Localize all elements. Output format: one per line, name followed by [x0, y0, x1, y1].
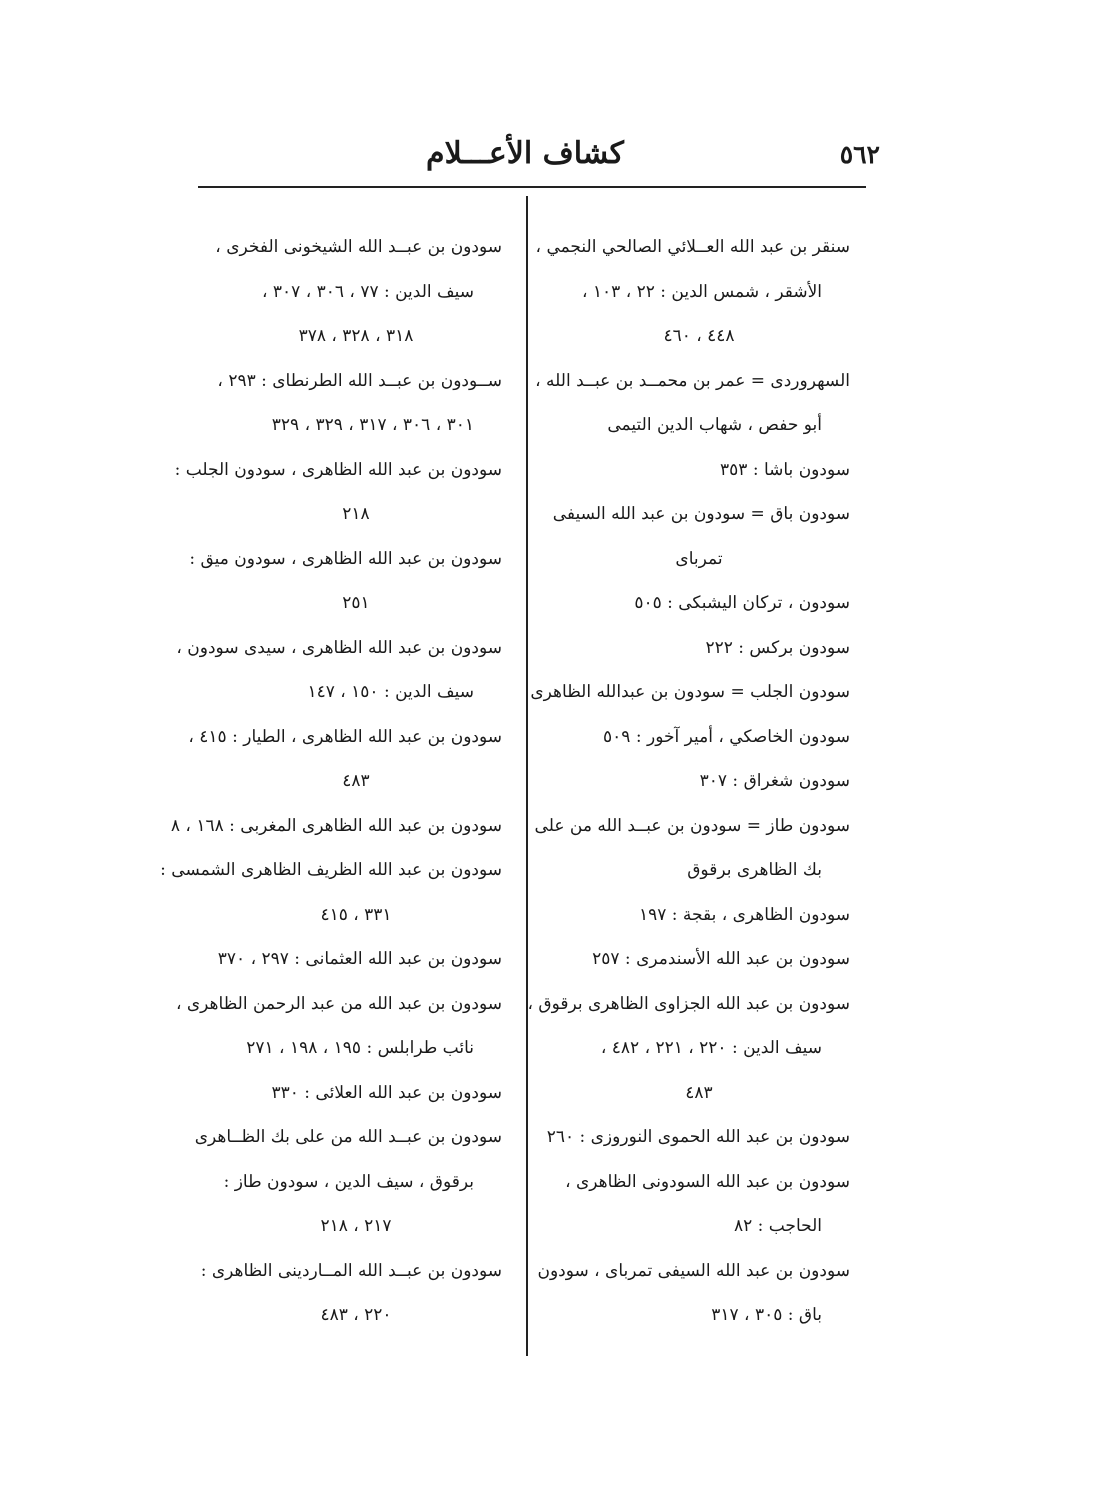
index-line: سودون بن عبد الله الظاهرى المغربى : ١٦٨ ، ٨ — [170, 815, 502, 836]
index-line: بك الظاهرى برقوق — [687, 860, 822, 880]
index-line: سودون بن عبد الله الظاهرى ، سودون الجلب : — [174, 459, 502, 480]
index-line: ٤٤٨ ، ٤٦٠ — [663, 326, 735, 346]
index-line: سودون باشا : ٣٥٣ — [720, 459, 850, 480]
index-line: سنقر بن عبد الله العــلائي الصالحي النجمي ، — [535, 237, 850, 257]
index-line: سودون بن عبد الله الظريف الظاهرى الشمسى : — [160, 860, 502, 880]
index-column-right — [527, 225, 850, 1338]
index-line: ٢١٧ ، ٢١٨ — [320, 1216, 392, 1236]
index-line: سودون ، تركان اليشبكى : ٥٠٥ — [634, 593, 850, 613]
index-line: ٣٠١ ، ٣٠٦ ، ٣١٧ ، ٣٢٩ ، ٣٢٩ — [271, 415, 474, 435]
index-line: سودون بن عبــد الله من على بك الظــاهرى — [194, 1127, 502, 1147]
index-line: باق : ٣٠٥ ، ٣١٧ — [711, 1305, 822, 1325]
index-line: سودون باق = سودون بن عبد الله السيفى — [552, 504, 850, 524]
index-line: الحاجب : ٨٢ — [733, 1216, 822, 1236]
index-line: ٣١٨ ، ٣٢٨ ، ٣٧٨ — [298, 326, 414, 346]
index-line: الأشقر ، شمس الدين : ٢٢ ، ١٠٣ ، — [582, 281, 822, 302]
index-line: سودون بن عبد الله السيفى تمرباى ، سودون — [537, 1260, 850, 1281]
index-line: ٢٥١ — [342, 593, 370, 613]
index-line: سودون طاز = سودون بن عبــد الله من على — [534, 815, 850, 836]
index-line: نائب طرابلس : ١٩٥ ، ١٩٨ ، ٢٧١ — [246, 1038, 474, 1058]
index-line: سودون بن عبد الله العثمانى : ٢٩٧ ، ٣٧٠ — [217, 949, 502, 969]
index-line: سودون بن عبد الله الظاهرى ، سودون ميق : — [189, 548, 502, 569]
index-line: سودون الجلب = سودون بن عبدالله الظاهرى — [530, 682, 850, 702]
index-line: سودون بن عبد الله من عبد الرحمن الظاهرى ، — [175, 993, 502, 1014]
index-line: ٤٨٣ — [342, 771, 370, 791]
running-head-title: كشاف الأعـــلام — [426, 136, 624, 171]
index-line: تمرباى — [675, 548, 723, 569]
index-line: السهروردى = عمر بن محمــد بن عبــد الله ، — [535, 370, 850, 391]
column-divider — [526, 196, 528, 1356]
index-line: سودون بن عبد الله الظاهرى ، الطيار : ٤١٥ ، — [188, 726, 502, 747]
index-line: سودون بن عبد الله الظاهرى ، سيدى سودون ، — [176, 637, 502, 658]
index-line: أبو حفص ، شهاب الدين التيمى — [607, 415, 822, 435]
index-line: سودون بن عبد الله السودونى الظاهرى ، — [565, 1171, 850, 1192]
index-line: سودون بن عبــد الله المــاردينى الظاهرى : — [200, 1260, 502, 1281]
page-number: ٥٦٢ — [839, 140, 880, 169]
index-line: سيف الدين : ٢٢٠ ، ٢٢١ ، ٤٨٢ ، — [600, 1038, 822, 1058]
index-line: سودون الظاهرى ، بقجة : ١٩٧ — [638, 904, 850, 925]
index-line: سيف الدين : ١٥٠ ، ١٤٧ — [307, 682, 474, 702]
index-line: ســودون بن عبــد الله الطرنطاى : ٢٩٣ ، — [217, 370, 502, 391]
index-line: سودون بن عبد الله الحموى النوروزى : ٢٦٠ — [546, 1127, 850, 1147]
index-line: ٣٣١ ، ٤١٥ — [320, 904, 392, 925]
index-line: سيف الدين : ٧٧ ، ٣٠٦ ، ٣٠٧ ، — [262, 281, 474, 302]
index-line: ٤٨٣ — [685, 1082, 713, 1103]
index-line: ٢٢٠ ، ٤٨٣ — [320, 1305, 392, 1325]
index-line: سودون برکس : ٢٢٢ — [705, 637, 850, 658]
index-line: سودون بن عبد الله الأسندمرى : ٢٥٧ — [592, 949, 850, 969]
index-line: سودون بن عبــد الله الشيخونى الفخرى ، — [215, 237, 502, 257]
index-line: سودون الخاصكي ، أمير آخور : ٥٠٩ — [603, 726, 850, 747]
index-line: سودون بن عبد الله العلائى : ٣٣٠ — [271, 1082, 502, 1103]
index-line: ٢١٨ — [342, 504, 370, 524]
header-rule — [198, 186, 866, 188]
index-line: برقوق ، سيف الدين ، سودون طاز : — [223, 1171, 474, 1192]
index-column-left — [160, 225, 502, 1338]
index-line: سودون شغراق : ٣٠٧ — [699, 771, 850, 791]
index-line: سودون بن عبد الله الجزاوى الظاهرى برقوق ، — [527, 993, 850, 1014]
